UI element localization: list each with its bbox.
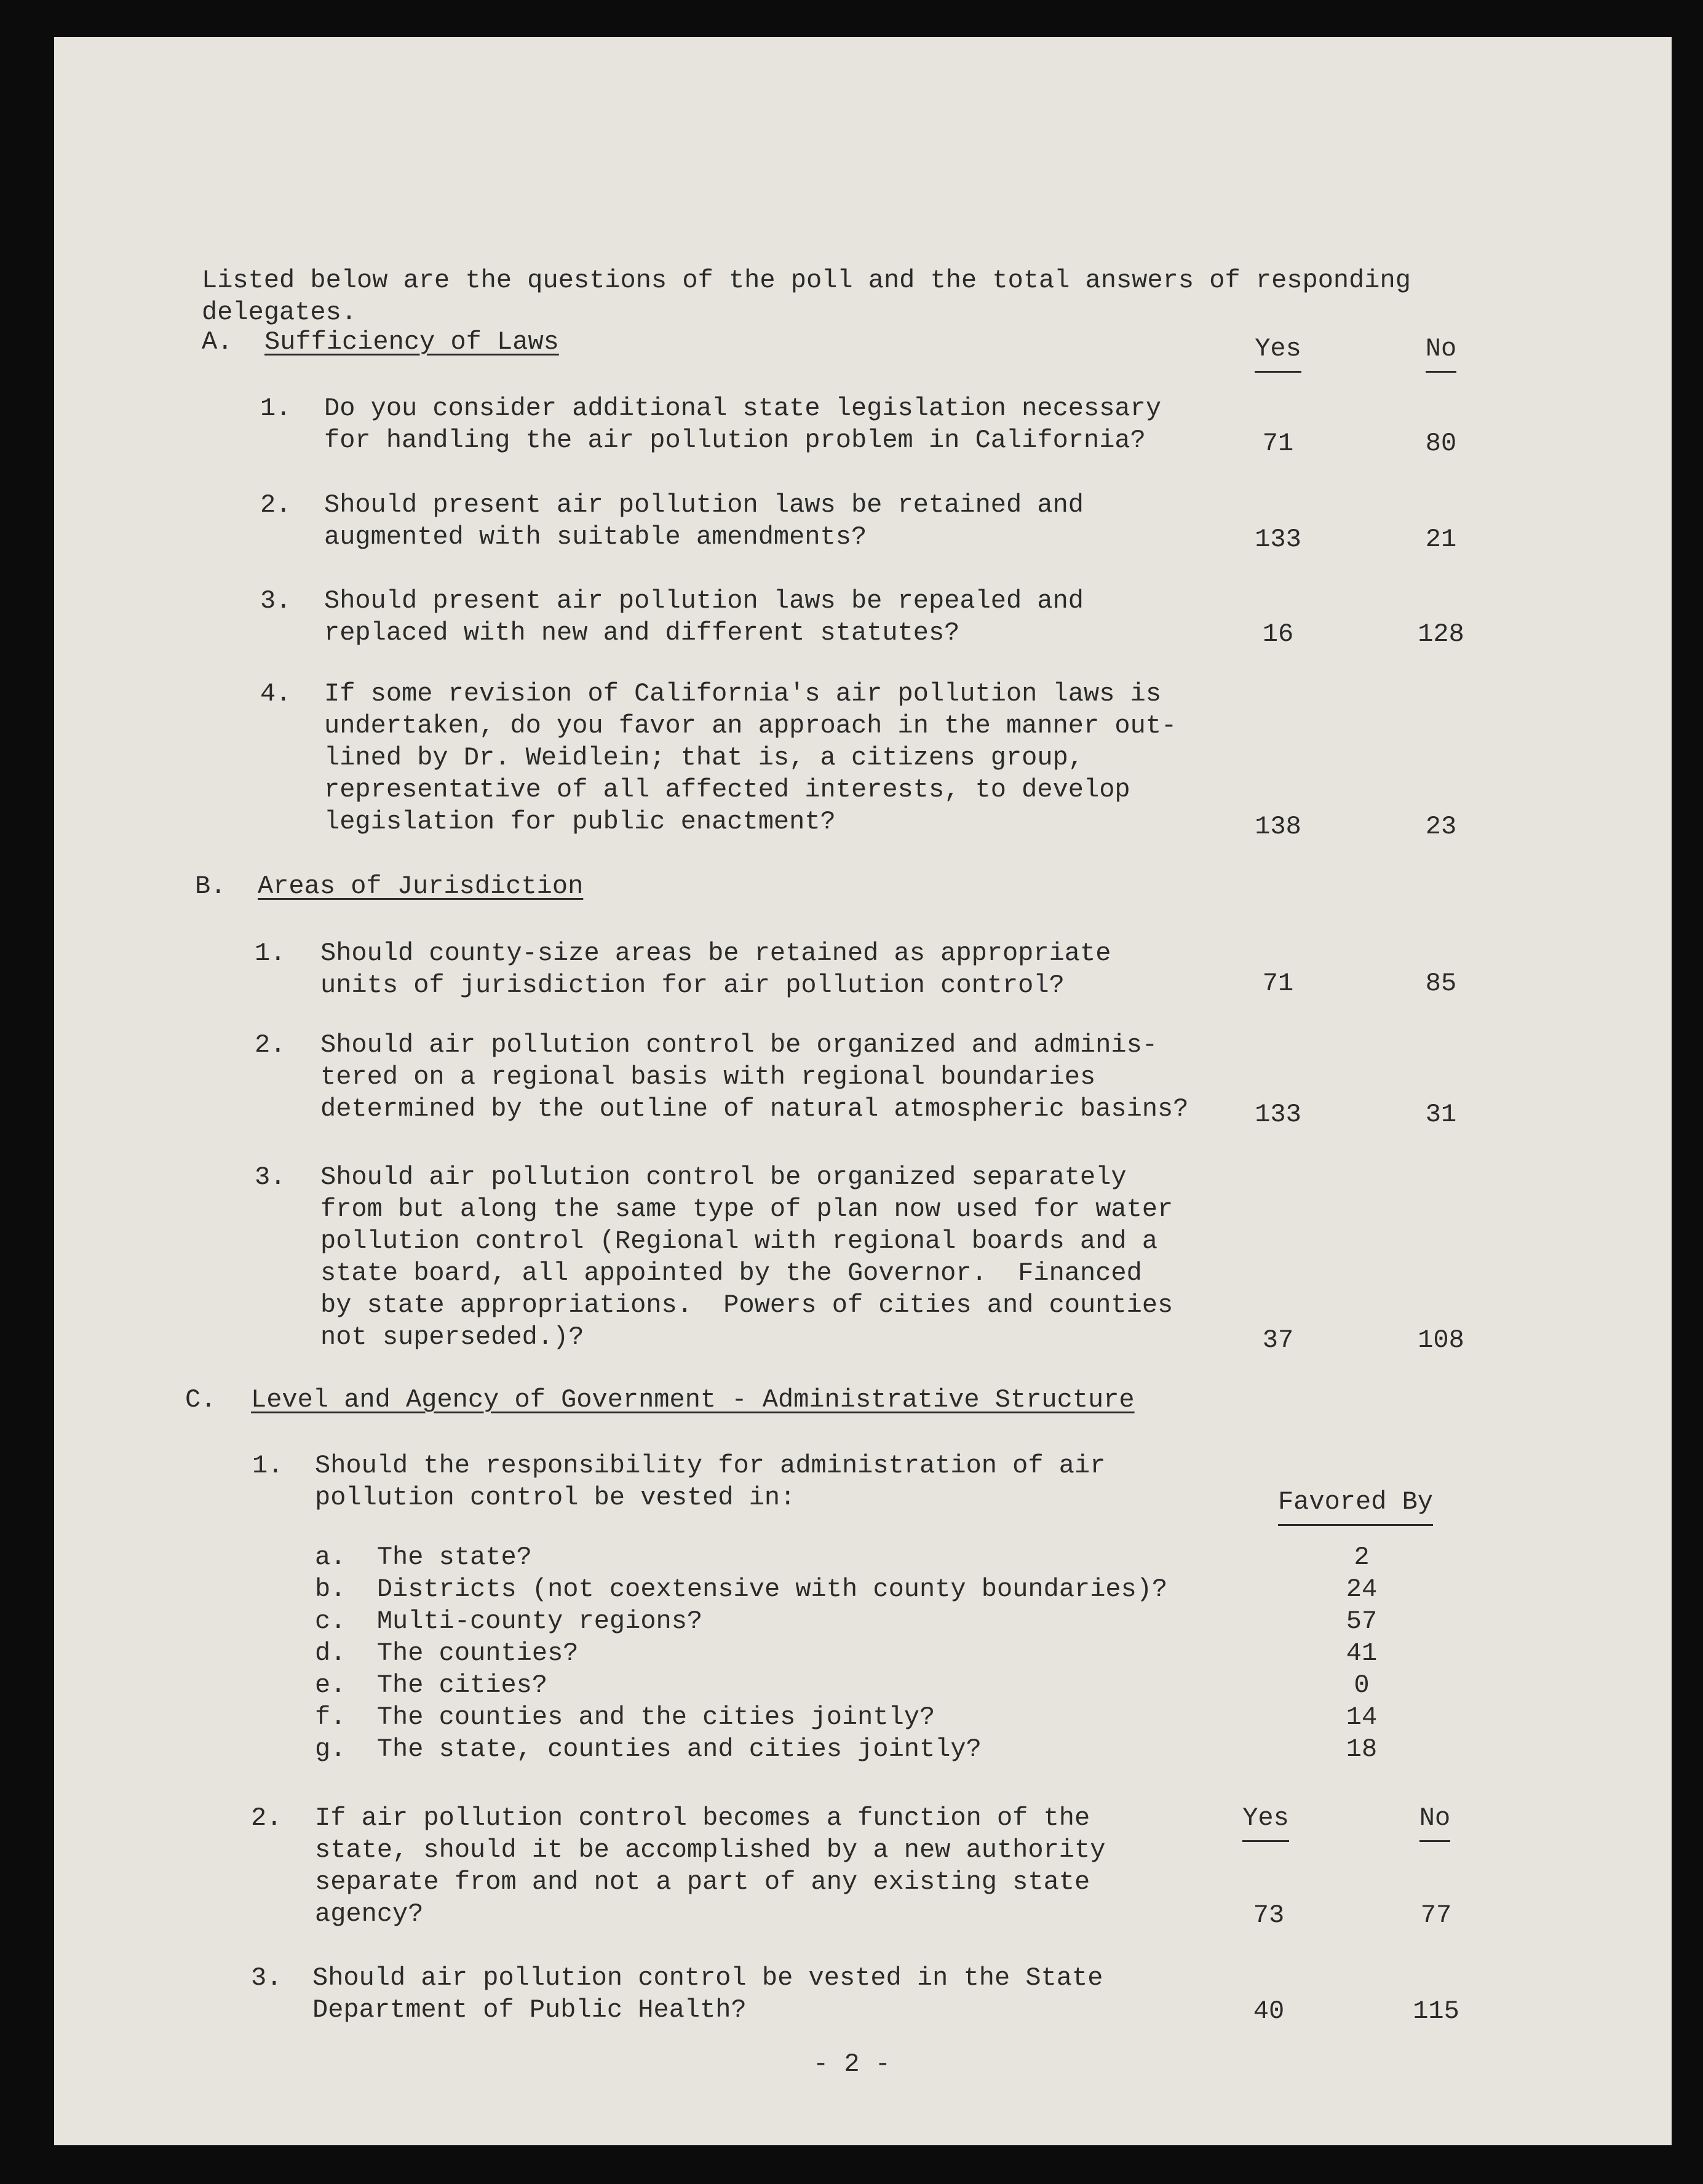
no-count: 128 xyxy=(1418,619,1464,649)
yes-count: 73 xyxy=(1253,1900,1285,1930)
question-text: Do you consider additional state legislation necessary for handling the air pollution problem in California? xyxy=(324,394,1162,455)
question-text: Should present air pollution laws be repealed and replaced with new and different statutes? xyxy=(324,586,1084,648)
yes-count: 133 xyxy=(1255,525,1301,554)
no-count: 80 xyxy=(1425,429,1457,458)
favored-count: 18 xyxy=(1346,1734,1378,1764)
yes-count: 40 xyxy=(1253,1996,1285,2026)
question-number: 3. xyxy=(255,1162,286,1192)
option-row: b. Districts (not coextensive with county boundaries)? xyxy=(315,1574,1168,1604)
no-count: 108 xyxy=(1418,1325,1464,1355)
question-number: 2. xyxy=(260,490,292,520)
yes-header: Yes xyxy=(1204,1802,1327,1842)
yes-count: 16 xyxy=(1262,619,1294,649)
option-row: c. Multi-county regions? xyxy=(315,1606,703,1636)
option-row: g. The state, counties and cities jointly? xyxy=(315,1734,982,1764)
option-row: f. The counties and the cities jointly? xyxy=(315,1702,935,1732)
options-list xyxy=(315,1541,1167,1765)
no-count: 23 xyxy=(1425,812,1457,841)
yes-count: 133 xyxy=(1255,1100,1301,1129)
favored-count: 2 xyxy=(1354,1543,1370,1572)
option-row: a. The state? xyxy=(315,1543,532,1572)
question-text: Should air pollution control be organized separately from but along the same type of plan now used for water pollution control (Regional with regional boards and a state board, all appointed by the Governor. Financed by state appropriations. Powers of cities and counties not superseded.)? xyxy=(320,1162,1173,1352)
question-text: Should the responsibility for administration of air pollution control be vested in: xyxy=(315,1451,1106,1512)
question-text: Should air pollution control be organized and adminis- tered on a regional basis with regional boundaries determined by the outline of natural atmospheric basins? xyxy=(320,1030,1189,1124)
no-header: No xyxy=(1373,1802,1496,1842)
section-a-letter: A. xyxy=(202,327,233,357)
no-count: 31 xyxy=(1425,1100,1457,1129)
question-number: 2. xyxy=(255,1030,286,1060)
no-count: 77 xyxy=(1420,1900,1452,1930)
yes-count: 71 xyxy=(1262,429,1294,458)
question-text: Should county-size areas be retained as appropriate units of jurisdiction for air pollution control? xyxy=(320,939,1111,1000)
section-c-title: Level and Agency of Government - Administrative Structure xyxy=(251,1385,1135,1415)
yes-count: 138 xyxy=(1255,812,1301,841)
favored-counts xyxy=(1300,1541,1423,1765)
yes-count: 71 xyxy=(1262,969,1294,998)
page-number: - 2 - xyxy=(812,2049,891,2079)
section-c-letter: C. xyxy=(185,1385,216,1415)
no-count: 85 xyxy=(1425,969,1457,998)
section-b-title: Areas of Jurisdiction xyxy=(258,872,584,901)
option-row: e. The cities? xyxy=(315,1670,548,1700)
favored-count: 0 xyxy=(1354,1670,1370,1700)
question-text: If some revision of California's air pollution laws is undertaken, do you favor an approach in the manner out- lined by Dr. Weidlein; that is, a citizens group, representative of all affected interests, to develop legislation for public enactment? xyxy=(324,679,1177,836)
question-number: 3. xyxy=(260,586,292,616)
favored-count: 41 xyxy=(1346,1638,1378,1668)
favored-count: 24 xyxy=(1346,1574,1378,1604)
question-text: Should present air pollution laws be retained and augmented with suitable amendments? xyxy=(324,490,1084,552)
question-text: If air pollution control becomes a function of the state, should it be accomplished by a new authority separate from and not a part of any existing state agency? xyxy=(315,1803,1106,1929)
question-number: 1. xyxy=(252,1451,284,1480)
no-count: 21 xyxy=(1425,525,1457,554)
question-number: 3. xyxy=(251,1963,282,1993)
question-number: 1. xyxy=(260,394,292,423)
favored-count: 14 xyxy=(1346,1702,1378,1732)
favored-count: 57 xyxy=(1346,1606,1378,1636)
question-number: 4. xyxy=(260,679,292,709)
intro-line: Listed below are the questions of the poll and the total answers of responding xyxy=(202,266,1411,295)
question-number: 2. xyxy=(251,1803,282,1833)
favored-by-header: Favored By xyxy=(1276,1486,1435,1526)
no-header: No xyxy=(1379,333,1503,373)
yes-count: 37 xyxy=(1262,1325,1294,1355)
section-a-title: Sufficiency of Laws xyxy=(264,327,559,357)
no-count: 115 xyxy=(1413,1996,1459,2026)
yes-header: Yes xyxy=(1217,333,1340,373)
question-number: 1. xyxy=(255,939,286,968)
question-text: Should air pollution control be vested in the State Department of Public Health? xyxy=(312,1963,1103,2025)
section-b-letter: B. xyxy=(195,872,226,901)
intro-line: delegates. xyxy=(202,298,357,327)
option-row: d. The counties? xyxy=(315,1638,579,1668)
